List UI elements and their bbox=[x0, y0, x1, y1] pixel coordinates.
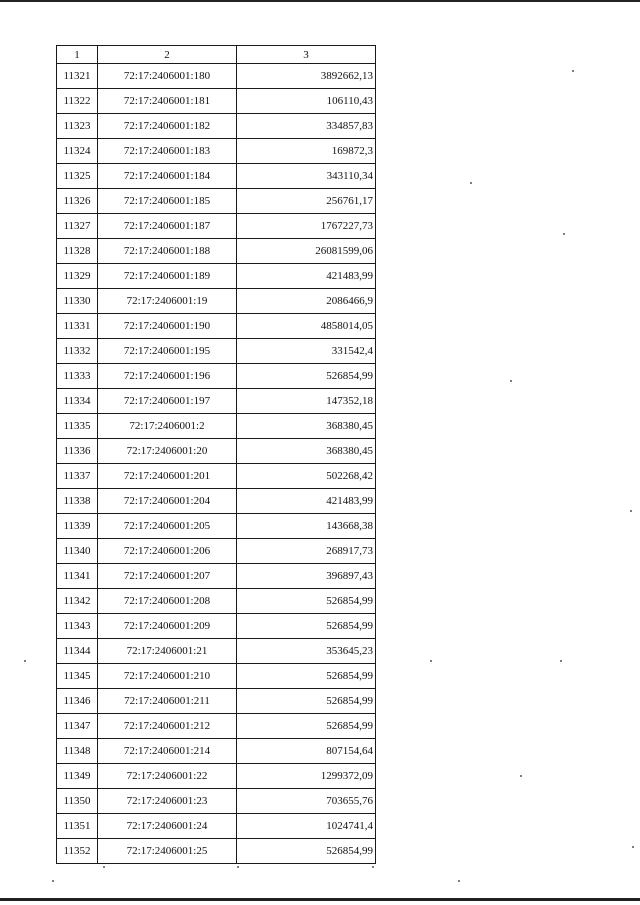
row-number-cell: 11321 bbox=[57, 64, 98, 89]
cadastral-number-cell: 72:17:2406001:201 bbox=[98, 464, 237, 489]
table-row bbox=[57, 839, 376, 864]
scan-speck bbox=[458, 880, 460, 882]
cadastral-value-cell: 268917,73 bbox=[237, 539, 376, 564]
row-number-cell: 11341 bbox=[57, 564, 98, 589]
table-row bbox=[57, 64, 376, 89]
cadastral-number-cell: 72:17:2406001:190 bbox=[98, 314, 237, 339]
cadastral-number-cell: 72:17:2406001:212 bbox=[98, 714, 237, 739]
cadastral-value-cell: 703655,76 bbox=[237, 789, 376, 814]
cadastral-value-cell: 526854,99 bbox=[237, 839, 376, 864]
table-row bbox=[57, 589, 376, 614]
row-number-cell: 11334 bbox=[57, 389, 98, 414]
row-number-cell: 11331 bbox=[57, 314, 98, 339]
scan-speck bbox=[630, 510, 632, 512]
cadastral-value-cell: 343110,34 bbox=[237, 164, 376, 189]
table-row bbox=[57, 789, 376, 814]
table-row bbox=[57, 814, 376, 839]
table-header-row bbox=[57, 46, 376, 64]
column-header-2: 2 bbox=[98, 46, 237, 64]
table-row bbox=[57, 539, 376, 564]
cadastral-number-cell: 72:17:2406001:23 bbox=[98, 789, 237, 814]
row-number-cell: 11342 bbox=[57, 589, 98, 614]
cadastral-number-cell: 72:17:2406001:183 bbox=[98, 139, 237, 164]
table-row bbox=[57, 214, 376, 239]
row-number-cell: 11339 bbox=[57, 514, 98, 539]
row-number-cell: 11343 bbox=[57, 614, 98, 639]
cadastral-number-cell: 72:17:2406001:210 bbox=[98, 664, 237, 689]
table-row bbox=[57, 89, 376, 114]
table-row bbox=[57, 764, 376, 789]
row-number-cell: 11352 bbox=[57, 839, 98, 864]
cadastral-number-cell: 72:17:2406001:196 bbox=[98, 364, 237, 389]
table-row bbox=[57, 414, 376, 439]
table-row bbox=[57, 639, 376, 664]
cadastral-value-cell: 2086466,9 bbox=[237, 289, 376, 314]
cadastral-value-cell: 526854,99 bbox=[237, 664, 376, 689]
scan-speck bbox=[470, 182, 472, 184]
cadastral-number-cell: 72:17:2406001:188 bbox=[98, 239, 237, 264]
table-row bbox=[57, 339, 376, 364]
scan-speck bbox=[510, 380, 512, 382]
cadastral-value-cell: 502268,42 bbox=[237, 464, 376, 489]
row-number-cell: 11338 bbox=[57, 489, 98, 514]
cadastral-value-cell: 1767227,73 bbox=[237, 214, 376, 239]
row-number-cell: 11326 bbox=[57, 189, 98, 214]
cadastral-value-cell: 3892662,13 bbox=[237, 64, 376, 89]
cadastral-value-table bbox=[56, 45, 376, 864]
cadastral-number-cell: 72:17:2406001:19 bbox=[98, 289, 237, 314]
scan-speck bbox=[372, 866, 374, 868]
column-header-1: 1 bbox=[57, 46, 98, 64]
cadastral-number-cell: 72:17:2406001:25 bbox=[98, 839, 237, 864]
table-row bbox=[57, 614, 376, 639]
cadastral-value-cell: 1024741,4 bbox=[237, 814, 376, 839]
row-number-cell: 11349 bbox=[57, 764, 98, 789]
cadastral-number-cell: 72:17:2406001:206 bbox=[98, 539, 237, 564]
cadastral-value-cell: 396897,43 bbox=[237, 564, 376, 589]
cadastral-value-cell: 353645,23 bbox=[237, 639, 376, 664]
row-number-cell: 11348 bbox=[57, 739, 98, 764]
cadastral-number-cell: 72:17:2406001:211 bbox=[98, 689, 237, 714]
column-header-3: 3 bbox=[237, 46, 376, 64]
row-number-cell: 11335 bbox=[57, 414, 98, 439]
row-number-cell: 11351 bbox=[57, 814, 98, 839]
row-number-cell: 11322 bbox=[57, 89, 98, 114]
row-number-cell: 11327 bbox=[57, 214, 98, 239]
table-row bbox=[57, 464, 376, 489]
scan-speck bbox=[632, 846, 634, 848]
cadastral-number-cell: 72:17:2406001:182 bbox=[98, 114, 237, 139]
table-row bbox=[57, 364, 376, 389]
cadastral-number-cell: 72:17:2406001:181 bbox=[98, 89, 237, 114]
row-number-cell: 11340 bbox=[57, 539, 98, 564]
cadastral-value-cell: 256761,17 bbox=[237, 189, 376, 214]
table-row bbox=[57, 489, 376, 514]
cadastral-value-cell: 421483,99 bbox=[237, 264, 376, 289]
row-number-cell: 11323 bbox=[57, 114, 98, 139]
scan-speck bbox=[430, 660, 432, 662]
cadastral-value-cell: 143668,38 bbox=[237, 514, 376, 539]
table-row bbox=[57, 289, 376, 314]
cadastral-number-cell: 72:17:2406001:185 bbox=[98, 189, 237, 214]
row-number-cell: 11330 bbox=[57, 289, 98, 314]
cadastral-number-cell: 72:17:2406001:184 bbox=[98, 164, 237, 189]
table-row bbox=[57, 139, 376, 164]
cadastral-value-cell: 526854,99 bbox=[237, 714, 376, 739]
scan-speck bbox=[103, 866, 105, 868]
table-row bbox=[57, 564, 376, 589]
cadastral-value-cell: 807154,64 bbox=[237, 739, 376, 764]
scan-speck bbox=[560, 660, 562, 662]
scan-speck bbox=[563, 233, 565, 235]
cadastral-number-cell: 72:17:2406001:208 bbox=[98, 589, 237, 614]
cadastral-number-cell: 72:17:2406001:205 bbox=[98, 514, 237, 539]
cadastral-number-cell: 72:17:2406001:24 bbox=[98, 814, 237, 839]
table-row bbox=[57, 664, 376, 689]
row-number-cell: 11350 bbox=[57, 789, 98, 814]
cadastral-value-cell: 106110,43 bbox=[237, 89, 376, 114]
cadastral-value-cell: 526854,99 bbox=[237, 614, 376, 639]
cadastral-number-cell: 72:17:2406001:197 bbox=[98, 389, 237, 414]
row-number-cell: 11324 bbox=[57, 139, 98, 164]
table-row bbox=[57, 689, 376, 714]
table-row bbox=[57, 389, 376, 414]
row-number-cell: 11345 bbox=[57, 664, 98, 689]
scan-speck bbox=[520, 775, 522, 777]
cadastral-value-cell: 169872,3 bbox=[237, 139, 376, 164]
row-number-cell: 11344 bbox=[57, 639, 98, 664]
row-number-cell: 11336 bbox=[57, 439, 98, 464]
cadastral-value-cell: 421483,99 bbox=[237, 489, 376, 514]
cadastral-number-cell: 72:17:2406001:209 bbox=[98, 614, 237, 639]
row-number-cell: 11346 bbox=[57, 689, 98, 714]
cadastral-value-cell: 4858014,05 bbox=[237, 314, 376, 339]
cadastral-value-cell: 526854,99 bbox=[237, 364, 376, 389]
table-body bbox=[57, 64, 376, 864]
row-number-cell: 11333 bbox=[57, 364, 98, 389]
cadastral-number-cell: 72:17:2406001:2 bbox=[98, 414, 237, 439]
table-row bbox=[57, 514, 376, 539]
scan-speck bbox=[52, 880, 54, 882]
table-row bbox=[57, 164, 376, 189]
cadastral-value-cell: 147352,18 bbox=[237, 389, 376, 414]
cadastral-value-cell: 331542,4 bbox=[237, 339, 376, 364]
row-number-cell: 11329 bbox=[57, 264, 98, 289]
cadastral-number-cell: 72:17:2406001:21 bbox=[98, 639, 237, 664]
cadastral-number-cell: 72:17:2406001:214 bbox=[98, 739, 237, 764]
row-number-cell: 11325 bbox=[57, 164, 98, 189]
cadastral-value-cell: 334857,83 bbox=[237, 114, 376, 139]
table-row bbox=[57, 739, 376, 764]
cadastral-number-cell: 72:17:2406001:204 bbox=[98, 489, 237, 514]
cadastral-value-cell: 526854,99 bbox=[237, 689, 376, 714]
cadastral-number-cell: 72:17:2406001:207 bbox=[98, 564, 237, 589]
scan-speck bbox=[24, 660, 26, 662]
table-row bbox=[57, 264, 376, 289]
cadastral-number-cell: 72:17:2406001:20 bbox=[98, 439, 237, 464]
table-row bbox=[57, 314, 376, 339]
row-number-cell: 11328 bbox=[57, 239, 98, 264]
table-row bbox=[57, 714, 376, 739]
table-row bbox=[57, 239, 376, 264]
table-row bbox=[57, 114, 376, 139]
cadastral-number-cell: 72:17:2406001:189 bbox=[98, 264, 237, 289]
cadastral-value-cell: 1299372,09 bbox=[237, 764, 376, 789]
table-row bbox=[57, 189, 376, 214]
cadastral-value-cell: 26081599,06 bbox=[237, 239, 376, 264]
table-row bbox=[57, 439, 376, 464]
cadastral-number-cell: 72:17:2406001:180 bbox=[98, 64, 237, 89]
scan-speck bbox=[237, 866, 239, 868]
row-number-cell: 11337 bbox=[57, 464, 98, 489]
cadastral-number-cell: 72:17:2406001:195 bbox=[98, 339, 237, 364]
page-top-edge bbox=[0, 0, 640, 2]
row-number-cell: 11332 bbox=[57, 339, 98, 364]
cadastral-value-cell: 368380,45 bbox=[237, 439, 376, 464]
cadastral-number-cell: 72:17:2406001:22 bbox=[98, 764, 237, 789]
scan-speck bbox=[572, 70, 574, 72]
row-number-cell: 11347 bbox=[57, 714, 98, 739]
cadastral-value-cell: 526854,99 bbox=[237, 589, 376, 614]
cadastral-number-cell: 72:17:2406001:187 bbox=[98, 214, 237, 239]
cadastral-value-cell: 368380,45 bbox=[237, 414, 376, 439]
page-bottom-edge bbox=[0, 898, 640, 901]
